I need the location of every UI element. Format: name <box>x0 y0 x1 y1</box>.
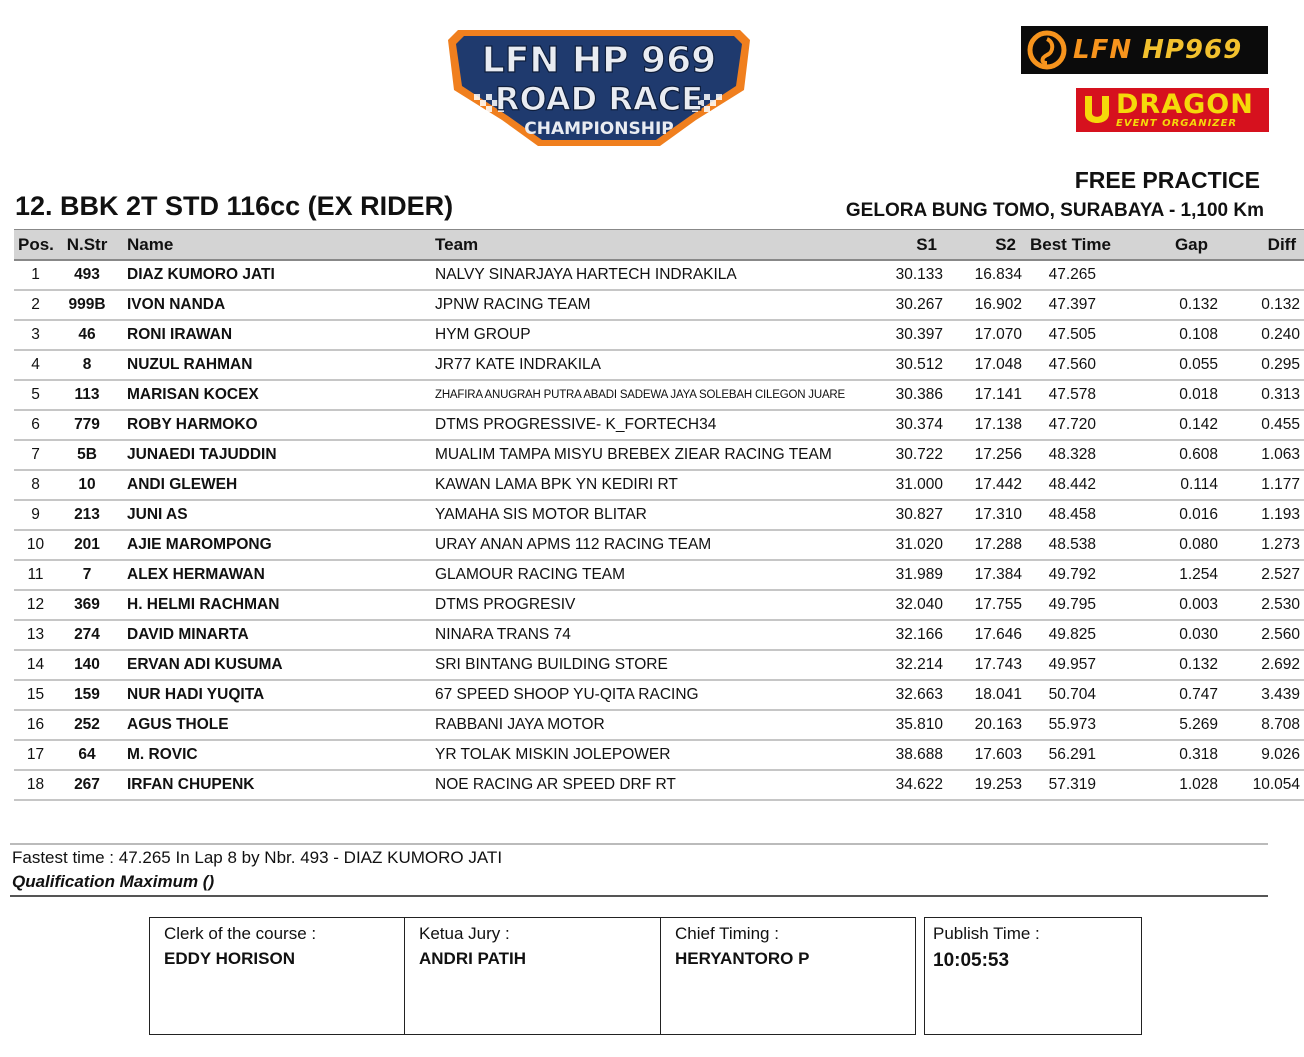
s2-cell: 17.138 <box>947 410 1026 440</box>
best-time-cell: 48.328 <box>1026 440 1114 470</box>
rider-name-cell: JUNI AS <box>117 500 431 530</box>
rider-name-cell: NUZUL RAHMAN <box>117 350 431 380</box>
session-title: FREE PRACTICE <box>1074 167 1260 193</box>
table-row <box>14 770 1304 800</box>
team-cell: ZHAFIRA ANUGRAH PUTRA ABADI SADEWA JAYA SOLEBAH CILEGON JUARE <box>431 380 869 410</box>
team-cell: NALVY SINARJAYA HARTECH INDRAKILA <box>431 260 869 290</box>
best-time-cell: 49.792 <box>1026 560 1114 590</box>
col-s1: S1 <box>869 230 947 261</box>
gap-cell: 0.318 <box>1114 740 1230 770</box>
rider-name-cell: ALEX HERMAWAN <box>117 560 431 590</box>
pos-cell: 1 <box>14 260 57 290</box>
jury-signature-box <box>404 917 661 1035</box>
best-time-cell: 47.265 <box>1026 260 1114 290</box>
class-title: 12. BBK 2T STD 116cc (EX RIDER) <box>15 191 454 221</box>
rider-name-cell: M. ROVIC <box>117 740 431 770</box>
s2-cell: 17.048 <box>947 350 1026 380</box>
team-cell: MUALIM TAMPA MISYU BREBEX ZIEAR RACING TEAM <box>431 440 869 470</box>
gap-cell <box>1114 260 1230 290</box>
gap-cell: 0.608 <box>1114 440 1230 470</box>
s1-cell: 30.827 <box>869 500 947 530</box>
diff-cell: 0.132 <box>1230 290 1304 320</box>
diff-cell: 0.295 <box>1230 350 1304 380</box>
pos-cell: 16 <box>14 710 57 740</box>
diff-cell: 2.530 <box>1230 590 1304 620</box>
rider-name-cell: RONI IRAWAN <box>117 320 431 350</box>
gap-cell: 1.254 <box>1114 560 1230 590</box>
s1-cell: 34.622 <box>869 770 947 800</box>
logo-line1: LFN HP 969 <box>481 40 717 81</box>
best-time-cell: 49.795 <box>1026 590 1114 620</box>
table-row <box>14 710 1304 740</box>
gap-cell: 0.055 <box>1114 350 1230 380</box>
s2-cell: 16.902 <box>947 290 1026 320</box>
rider-name-cell: ROBY HARMOKO <box>117 410 431 440</box>
rider-name-cell: DIAZ KUMORO JATI <box>117 260 431 290</box>
gap-cell: 0.132 <box>1114 650 1230 680</box>
s2-cell: 17.288 <box>947 530 1026 560</box>
table-row <box>14 620 1304 650</box>
rider-name-cell: JUNAEDI TAJUDDIN <box>117 440 431 470</box>
divider <box>10 843 1268 845</box>
dragon-name: DRAGON <box>1116 89 1254 120</box>
number-cell: 213 <box>57 500 117 530</box>
number-cell: 113 <box>57 380 117 410</box>
best-time-cell: 47.505 <box>1026 320 1114 350</box>
table-row <box>14 650 1304 680</box>
lfn-text: LFN <box>1073 35 1133 65</box>
number-cell: 999B <box>57 290 117 320</box>
team-cell: JPNW RACING TEAM <box>431 290 869 320</box>
lfn-sponsor-logo <box>1021 26 1268 74</box>
diff-cell: 8.708 <box>1230 710 1304 740</box>
diff-cell: 2.560 <box>1230 620 1304 650</box>
number-cell: 252 <box>57 710 117 740</box>
table-row <box>14 560 1304 590</box>
publish-time-value: 10:05:53 <box>933 950 1010 971</box>
s1-cell: 30.374 <box>869 410 947 440</box>
table-header-row <box>14 230 1304 261</box>
timing-signature-box <box>660 917 916 1035</box>
s1-cell: 31.989 <box>869 560 947 590</box>
jury-label: Ketua Jury : <box>419 924 510 943</box>
number-cell: 8 <box>57 350 117 380</box>
logo-line2: ROAD RACE <box>494 80 704 118</box>
rider-name-cell: IVON NANDA <box>117 290 431 320</box>
best-time-cell: 48.458 <box>1026 500 1114 530</box>
pos-cell: 8 <box>14 470 57 500</box>
lfn-swirl-icon <box>1027 30 1067 70</box>
number-cell: 10 <box>57 470 117 500</box>
team-cell: NINARA TRANS 74 <box>431 620 869 650</box>
table-row <box>14 680 1304 710</box>
best-time-cell: 48.538 <box>1026 530 1114 560</box>
dragon-sponsor-logo <box>1076 88 1269 132</box>
gap-cell: 5.269 <box>1114 710 1230 740</box>
best-time-cell: 47.560 <box>1026 350 1114 380</box>
publish-time-box <box>924 917 1142 1035</box>
pos-cell: 2 <box>14 290 57 320</box>
pos-cell: 6 <box>14 410 57 440</box>
dragon-tagline: EVENT ORGANIZER <box>1116 118 1238 129</box>
s1-cell: 32.166 <box>869 620 947 650</box>
pos-cell: 9 <box>14 500 57 530</box>
fastest-time: Fastest time : 47.265 In Lap 8 by Nbr. 493 - DIAZ KUMORO JATI <box>12 848 503 867</box>
gap-cell: 0.132 <box>1114 290 1230 320</box>
s1-cell: 35.810 <box>869 710 947 740</box>
s2-cell: 17.384 <box>947 560 1026 590</box>
table-row <box>14 740 1304 770</box>
table-row <box>14 500 1304 530</box>
event-logo <box>444 24 754 160</box>
s2-cell: 17.755 <box>947 590 1026 620</box>
s2-cell: 18.041 <box>947 680 1026 710</box>
s1-cell: 30.512 <box>869 350 947 380</box>
diff-cell: 1.193 <box>1230 500 1304 530</box>
s1-cell: 30.397 <box>869 320 947 350</box>
best-time-cell: 49.957 <box>1026 650 1114 680</box>
rider-name-cell: IRFAN CHUPENK <box>117 770 431 800</box>
number-cell: 46 <box>57 320 117 350</box>
col-best-time: Best Time <box>1026 230 1114 261</box>
team-cell: DTMS PROGRESSIVE- K_FORTECH34 <box>431 410 869 440</box>
diff-cell: 1.063 <box>1230 440 1304 470</box>
col-diff: Diff <box>1230 230 1304 261</box>
s1-cell: 31.000 <box>869 470 947 500</box>
s1-cell: 32.214 <box>869 650 947 680</box>
table-row <box>14 470 1304 500</box>
pos-cell: 18 <box>14 770 57 800</box>
s1-cell: 38.688 <box>869 740 947 770</box>
best-time-cell: 57.319 <box>1026 770 1114 800</box>
circuit-name: GELORA BUNG TOMO, SURABAYA - 1,100 Km <box>845 200 1264 221</box>
clerk-name: EDDY HORISON <box>164 949 295 968</box>
clerk-label: Clerk of the course : <box>164 924 317 943</box>
diff-cell: 0.240 <box>1230 320 1304 350</box>
diff-cell: 0.313 <box>1230 380 1304 410</box>
s1-cell: 30.267 <box>869 290 947 320</box>
number-cell: 7 <box>57 560 117 590</box>
hp969-text: HP969 <box>1142 35 1243 65</box>
col-nstr: N.Str <box>57 230 117 261</box>
gap-cell: 0.016 <box>1114 500 1230 530</box>
best-time-cell: 50.704 <box>1026 680 1114 710</box>
s2-cell: 17.310 <box>947 500 1026 530</box>
pos-cell: 12 <box>14 590 57 620</box>
best-time-cell: 47.578 <box>1026 380 1114 410</box>
s1-cell: 31.020 <box>869 530 947 560</box>
pos-cell: 15 <box>14 680 57 710</box>
diff-cell <box>1230 260 1304 290</box>
rider-name-cell: ANDI GLEWEH <box>117 470 431 500</box>
gap-cell: 0.030 <box>1114 620 1230 650</box>
rider-name-cell: AJIE MAROMPONG <box>117 530 431 560</box>
best-time-cell: 47.720 <box>1026 410 1114 440</box>
qualification-maximum: Qualification Maximum () <box>12 872 215 891</box>
s2-cell: 17.743 <box>947 650 1026 680</box>
pos-cell: 4 <box>14 350 57 380</box>
table-row <box>14 530 1304 560</box>
rider-name-cell: AGUS THOLE <box>117 710 431 740</box>
s2-cell: 17.070 <box>947 320 1026 350</box>
number-cell: 493 <box>57 260 117 290</box>
dragon-u-icon <box>1082 93 1112 127</box>
s2-cell: 17.141 <box>947 380 1026 410</box>
gap-cell: 0.747 <box>1114 680 1230 710</box>
diff-cell: 0.455 <box>1230 410 1304 440</box>
table-row <box>14 260 1304 290</box>
pos-cell: 14 <box>14 650 57 680</box>
s2-cell: 20.163 <box>947 710 1026 740</box>
rider-name-cell: DAVID MINARTA <box>117 620 431 650</box>
table-row <box>14 590 1304 620</box>
col-s2: S2 <box>947 230 1026 261</box>
number-cell: 274 <box>57 620 117 650</box>
table-row <box>14 290 1304 320</box>
best-time-cell: 55.973 <box>1026 710 1114 740</box>
diff-cell: 9.026 <box>1230 740 1304 770</box>
s2-cell: 17.646 <box>947 620 1026 650</box>
gap-cell: 0.080 <box>1114 530 1230 560</box>
table-row <box>14 380 1304 410</box>
s2-cell: 16.834 <box>947 260 1026 290</box>
s1-cell: 30.133 <box>869 260 947 290</box>
pos-cell: 17 <box>14 740 57 770</box>
pos-cell: 10 <box>14 530 57 560</box>
s1-cell: 30.722 <box>869 440 947 470</box>
team-cell: 67 SPEED SHOOP YU-QITA RACING <box>431 680 869 710</box>
results-table <box>14 229 1304 801</box>
s1-cell: 32.040 <box>869 590 947 620</box>
diff-cell: 2.692 <box>1230 650 1304 680</box>
gap-cell: 0.108 <box>1114 320 1230 350</box>
team-cell: SRI BINTANG BUILDING STORE <box>431 650 869 680</box>
number-cell: 64 <box>57 740 117 770</box>
gap-cell: 0.018 <box>1114 380 1230 410</box>
col-pos: Pos. <box>14 230 57 261</box>
gap-cell: 0.114 <box>1114 470 1230 500</box>
clerk-signature-box <box>149 917 405 1035</box>
table-row <box>14 350 1304 380</box>
team-cell: DTMS PROGRESIV <box>431 590 869 620</box>
best-time-cell: 49.825 <box>1026 620 1114 650</box>
team-cell: YAMAHA SIS MOTOR BLITAR <box>431 500 869 530</box>
rider-name-cell: H. HELMI RACHMAN <box>117 590 431 620</box>
pos-cell: 5 <box>14 380 57 410</box>
s1-cell: 32.663 <box>869 680 947 710</box>
team-cell: NOE RACING AR SPEED DRF RT <box>431 770 869 800</box>
s2-cell: 17.442 <box>947 470 1026 500</box>
timing-name: HERYANTORO P <box>675 949 810 968</box>
number-cell: 5B <box>57 440 117 470</box>
col-gap: Gap <box>1114 230 1230 261</box>
pos-cell: 11 <box>14 560 57 590</box>
s2-cell: 19.253 <box>947 770 1026 800</box>
number-cell: 140 <box>57 650 117 680</box>
number-cell: 159 <box>57 680 117 710</box>
diff-cell: 10.054 <box>1230 770 1304 800</box>
gap-cell: 0.003 <box>1114 590 1230 620</box>
team-cell: RABBANI JAYA MOTOR <box>431 710 869 740</box>
team-cell: URAY ANAN APMS 112 RACING TEAM <box>431 530 869 560</box>
diff-cell: 3.439 <box>1230 680 1304 710</box>
jury-name: ANDRI PATIH <box>419 949 527 968</box>
diff-cell: 1.177 <box>1230 470 1304 500</box>
best-time-cell: 56.291 <box>1026 740 1114 770</box>
col-name: Name <box>117 230 431 261</box>
s2-cell: 17.256 <box>947 440 1026 470</box>
publish-time-label: Publish Time : <box>933 924 1040 943</box>
best-time-cell: 48.442 <box>1026 470 1114 500</box>
best-time-cell: 47.397 <box>1026 290 1114 320</box>
s2-cell: 17.603 <box>947 740 1026 770</box>
number-cell: 201 <box>57 530 117 560</box>
table-row <box>14 440 1304 470</box>
number-cell: 779 <box>57 410 117 440</box>
pos-cell: 7 <box>14 440 57 470</box>
timing-label: Chief Timing : <box>675 924 779 943</box>
number-cell: 267 <box>57 770 117 800</box>
team-cell: GLAMOUR RACING TEAM <box>431 560 869 590</box>
diff-cell: 1.273 <box>1230 530 1304 560</box>
number-cell: 369 <box>57 590 117 620</box>
team-cell: JR77 KATE INDRAKILA <box>431 350 869 380</box>
rider-name-cell: NUR HADI YUQITA <box>117 680 431 710</box>
rider-name-cell: ERVAN ADI KUSUMA <box>117 650 431 680</box>
gap-cell: 0.142 <box>1114 410 1230 440</box>
pos-cell: 13 <box>14 620 57 650</box>
s1-cell: 30.386 <box>869 380 947 410</box>
table-row <box>14 320 1304 350</box>
diff-cell: 2.527 <box>1230 560 1304 590</box>
team-cell: YR TOLAK MISKIN JOLEPOWER <box>431 740 869 770</box>
team-cell: KAWAN LAMA BPK YN KEDIRI RT <box>431 470 869 500</box>
divider <box>10 895 1268 897</box>
logo-line3: CHAMPIONSHIP <box>524 119 674 139</box>
table-row <box>14 410 1304 440</box>
rider-name-cell: MARISAN KOCEX <box>117 380 431 410</box>
col-team: Team <box>431 230 869 261</box>
team-cell: HYM GROUP <box>431 320 869 350</box>
pos-cell: 3 <box>14 320 57 350</box>
gap-cell: 1.028 <box>1114 770 1230 800</box>
